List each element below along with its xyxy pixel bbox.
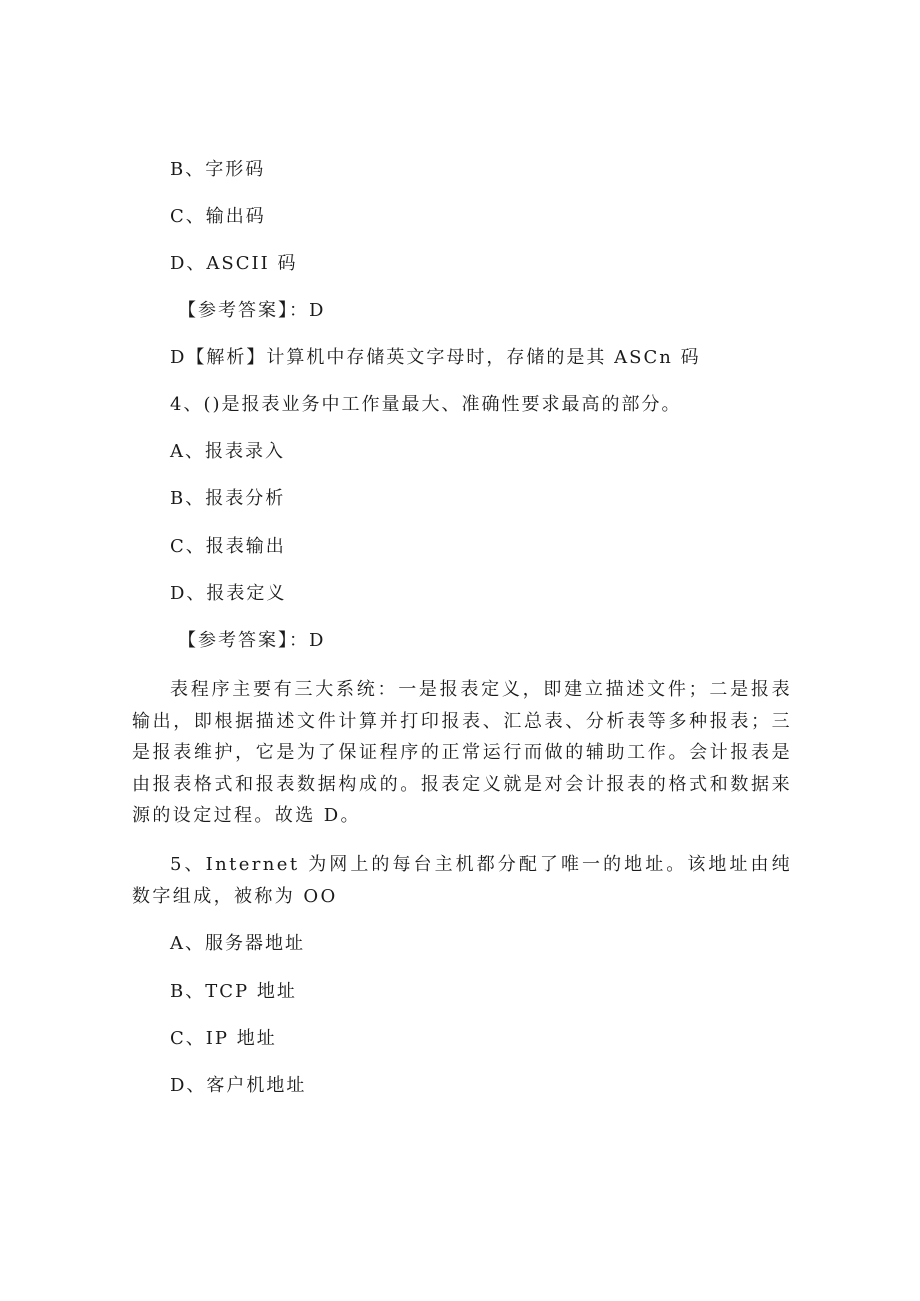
- q5-option-a: A、服务器地址: [170, 933, 305, 954]
- q4-explanation: [132, 674, 792, 832]
- q3-option-b: B、字形码: [170, 159, 266, 180]
- q3-option-c: C、输出码: [170, 206, 266, 227]
- q4-option-c: C、报表输出: [170, 536, 286, 557]
- q5-option-b: B、TCP 地址: [170, 981, 297, 1002]
- q4-option-a: A、报表录入: [170, 441, 285, 462]
- q3-explanation: D【解析】计算机中存储英文字母时，存储的是其 ASCn 码: [170, 347, 701, 368]
- q5-question-text: 5、Internet 为网上的每台主机都分配了唯一的地址。该地址由纯数字组成，被称为 OO: [132, 854, 792, 907]
- q5-question: [132, 849, 792, 912]
- q5-option-c: C、IP 地址: [170, 1028, 277, 1049]
- q4-explanation-text: 表程序主要有三大系统：一是报表定义，即建立描述文件；二是报表输出，即根据描述文件计算并打印报表、汇总表、分析表等多种报表；三是报表维护，它是为了保证程序的正常运行而做的辅助工作。会计报表是由报表格式和报表数据构成的。报表定义就是对会计报表的格式和数据来源的设定过程。故选 D。: [132, 679, 792, 826]
- q4-option-d: D、报表定义: [170, 583, 287, 604]
- q4-question: 4、()是报表业务中工作量最大、准确性要求最高的部分。: [170, 394, 682, 415]
- q4-option-b: B、报表分析: [170, 488, 286, 509]
- q3-option-d: D、ASCII 码: [170, 253, 298, 274]
- q5-option-d: D、客户机地址: [170, 1075, 307, 1096]
- q3-answer: 【参考答案】：D: [178, 300, 326, 321]
- q4-answer: 【参考答案】：D: [178, 630, 326, 651]
